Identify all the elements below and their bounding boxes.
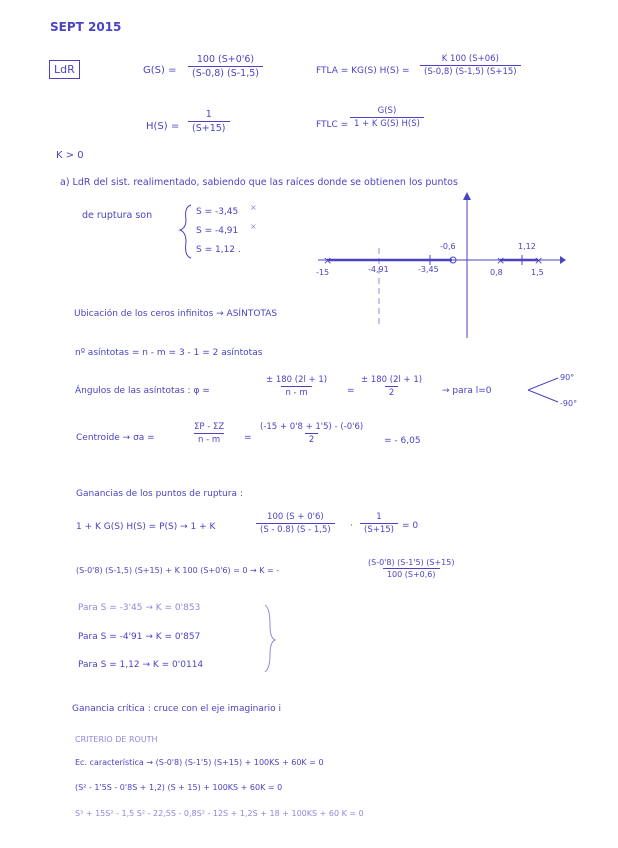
centroid-denominator-2: 2	[305, 433, 318, 445]
ftla-label: FTLA = KG(S) H(S) =	[316, 66, 410, 76]
h-numerator: 1	[205, 109, 212, 120]
g-label: G(S) =	[143, 65, 177, 76]
breakaway-title: Ganancias de los puntos de ruptura :	[76, 489, 243, 499]
expansion-1: (S² - 1'5S - 0'8S + 1,2) (S + 15) + 100KS + 60K = 0	[75, 783, 283, 792]
centroid-numerator-2: (-15 + 0'8 + 1'5) - (-0'6)	[260, 422, 364, 432]
label-p08: 0,8	[490, 268, 503, 277]
angle-plus: 90°	[560, 373, 575, 382]
breakaway-eq2-lhs: (S-0'8) (S-1,5) (S+15) + K 100 (S+0'6) = 0 → K = -	[76, 566, 280, 575]
centroid-fraction-2	[256, 422, 367, 445]
angles-equals: =	[347, 386, 355, 396]
ftla-numerator: K 100 (S+06)	[441, 54, 499, 64]
breakaway-denominator-2: (S+15)	[360, 523, 398, 535]
centroid-fraction-1	[190, 422, 228, 445]
ldr-badge: LdR	[49, 60, 80, 79]
centroid-denominator-1: n - m	[194, 433, 224, 445]
centroid-equals: =	[244, 433, 252, 443]
h-denominator: (S+15)	[188, 121, 230, 134]
g-denominator: (S-0,8) (S-1,5)	[188, 66, 263, 79]
label-m345: -3,45	[418, 265, 439, 274]
g-numerator: 100 (S+0'6)	[196, 54, 255, 65]
breakaway-fraction-2	[360, 512, 398, 535]
root-1: S = -3,45	[196, 207, 239, 217]
pole-marker: ×	[534, 254, 544, 267]
breakaway-eq-lhs: 1 + K G(S) H(S) = P(S) → 1 + K	[76, 522, 216, 532]
label-m06: -0,6	[440, 242, 456, 251]
routh-heading: CRITERIO DE ROUTH	[75, 735, 158, 744]
ftlc-numerator: G(S)	[377, 106, 397, 116]
gain-row-2: Para S = -4'91 → K = 0'857	[78, 632, 201, 642]
gain-row-3: Para S = 1,12 → K = 0'0114	[78, 660, 204, 670]
expansion-2: S³ + 15S² - 1,5 S² - 22,5S - 0,8S² - 12S + 1,2S + 18 + 100KS + 60 K = 0	[75, 809, 364, 818]
gain-row-1: Para S = -3'45 → K = 0'853	[78, 603, 201, 613]
h-label: H(S) =	[146, 121, 180, 132]
angle-minus: -90°	[560, 399, 578, 408]
angles-tail: → para l=0	[442, 386, 492, 396]
breakaway-k-fraction	[364, 558, 458, 579]
breakaway-dot: ·	[350, 521, 353, 531]
characteristic-equation: Ec. característica → (S-0'8) (S-1'5) (S+15) + 100KS + 60K = 0	[75, 758, 324, 767]
label-m15: -15	[316, 268, 330, 277]
label-p15: 1,5	[531, 268, 544, 277]
root-1-mark: ×	[250, 203, 257, 212]
angles-label: Ángulos de las asíntotas : φ =	[75, 386, 210, 396]
date-heading: SEPT 2015	[50, 20, 122, 34]
angle-branch-lines	[528, 378, 558, 402]
asymptotes-title: Ubicación de los ceros infinitos → ASÍNTOTAS	[74, 309, 278, 319]
root-2-mark: ×	[250, 222, 257, 231]
root-3: S = 1,12 .	[196, 245, 241, 255]
breakaway-k-numerator: (S-0'8) (S-1'5) (S+15)	[368, 558, 455, 567]
breakaway-fraction-1	[256, 512, 335, 535]
breakaway-denominator-1: (S - 0.8) (S - 1,5)	[256, 523, 335, 535]
breakaway-k-denominator: 100 (S+0,6)	[383, 568, 440, 579]
k-condition: K > 0	[56, 150, 84, 161]
angles-numerator-2: ± 180 (2l + 1)	[361, 375, 423, 385]
ftlc-label: FTLC =	[316, 120, 349, 130]
part-a-statement-cont: de ruptura son	[82, 210, 153, 221]
breakaway-numerator-2: 1	[376, 512, 382, 522]
ftlc-denominator: 1 + K G(S) H(S)	[350, 117, 424, 129]
pole-marker: ×	[496, 254, 506, 267]
label-m491: -4,91	[368, 265, 389, 274]
angles-numerator-1: ± 180 (2l + 1)	[266, 375, 328, 385]
centroid-numerator-1: ΣP - ΣZ	[194, 422, 225, 432]
angles-denominator-1: n - m	[281, 386, 311, 398]
ftla-denominator: (S-0,8) (S-1,5) (S+15)	[420, 65, 521, 77]
label-p112: 1,12	[518, 242, 536, 251]
asymptotes-count: nº asíntotas = n - m = 3 - 1 = 2 asíntotas	[75, 348, 263, 358]
centroid-result: = - 6,05	[384, 436, 421, 446]
breakaway-numerator-1: 100 (S + 0'6)	[267, 512, 324, 522]
angles-denominator-2: 2	[385, 386, 398, 398]
critical-title: Ganancia crítica : cruce con el eje imaginario i	[72, 704, 281, 714]
breakaway-eq-rhs: = 0	[402, 521, 419, 531]
pole-marker: ×	[323, 254, 333, 267]
part-a-statement: a) LdR del sist. realimentado, sabiendo que las raíces donde se obtienen los puntos	[60, 177, 458, 188]
centroid-label: Centroide → σa =	[76, 433, 155, 443]
root-2: S = -4,91	[196, 226, 239, 236]
